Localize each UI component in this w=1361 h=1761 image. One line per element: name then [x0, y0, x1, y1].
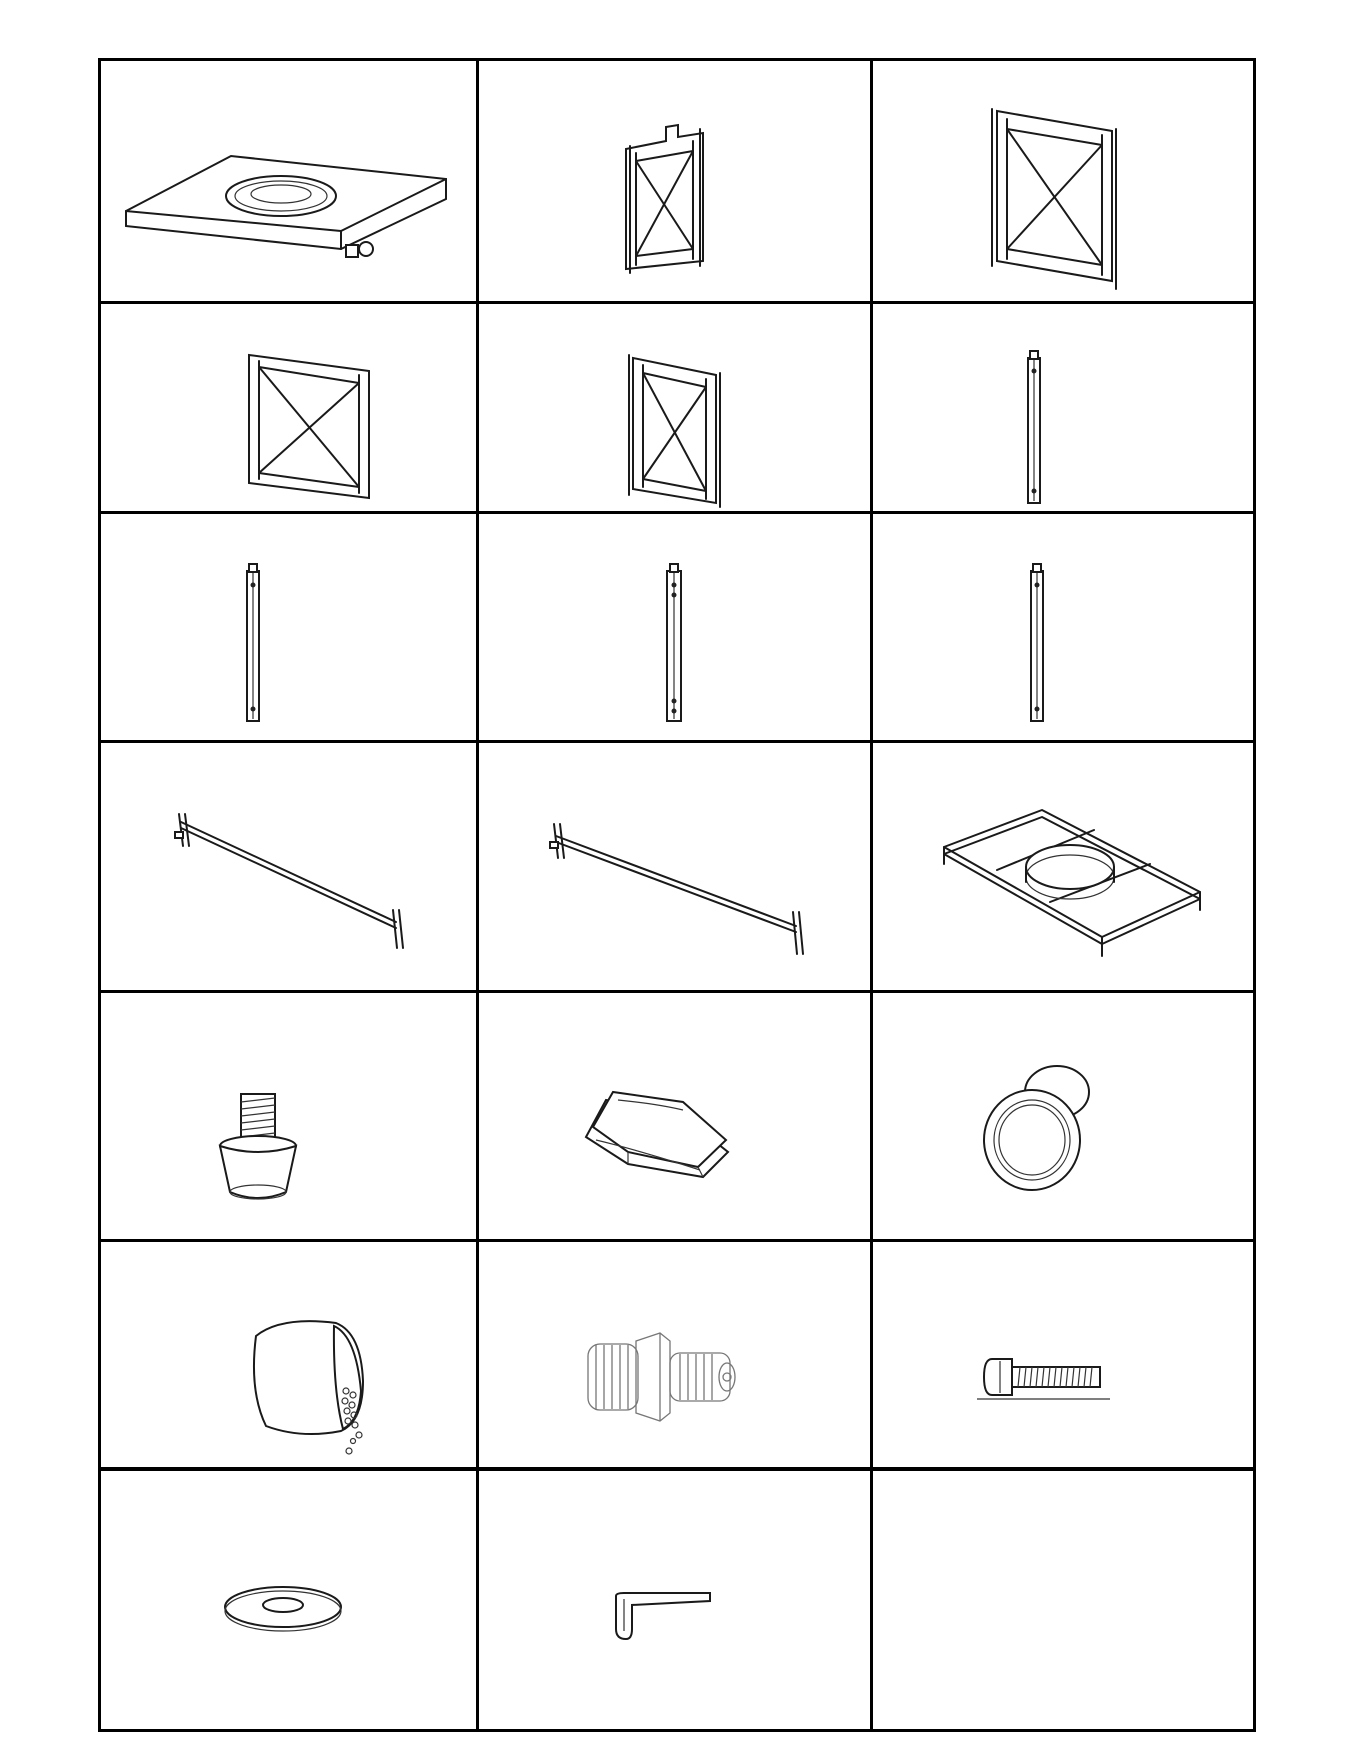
- burner-tray-frame-icon: [872, 742, 1253, 992]
- part-cell-hex-bolt: [872, 1241, 1253, 1469]
- part-cell-control-knob: [872, 992, 1253, 1241]
- part-cell-support-bar-1: [101, 742, 478, 992]
- side-panel-icon: [872, 61, 1253, 303]
- part-cell-adjustable-foot: [101, 992, 478, 1241]
- part-cell-flat-washer: [101, 1469, 478, 1732]
- grid-column-divider: [870, 61, 873, 1729]
- folded-cover-icon: [478, 992, 872, 1241]
- grid-column-divider: [476, 61, 479, 1729]
- grid-row-divider: [101, 740, 1253, 743]
- part-cell-leg-post-4: [872, 513, 1253, 742]
- lava-rock-bag-icon: [101, 1241, 478, 1469]
- fire-table-top-icon: [101, 61, 478, 303]
- grid-row-divider: [101, 990, 1253, 993]
- part-cell-leg-post-3: [478, 513, 872, 742]
- part-cell-allen-wrench: [478, 1469, 872, 1732]
- leg-post-icon: [478, 513, 872, 742]
- part-cell-burner-tray-frame: [872, 742, 1253, 992]
- adjustable-foot-icon: [101, 992, 478, 1241]
- front-panel-icon: [101, 303, 478, 513]
- grid-row-divider: [101, 511, 1253, 514]
- support-bar-icon: [101, 742, 478, 992]
- part-cell-side-panel: [872, 61, 1253, 303]
- part-cell-table-top: [101, 61, 478, 303]
- hex-bolt-icon: [872, 1241, 1253, 1469]
- flat-washer-icon: [101, 1469, 478, 1732]
- part-cell-leg-post-1: [872, 303, 1253, 513]
- grid-row-divider: [101, 301, 1253, 304]
- part-cell-front-panel: [101, 303, 478, 513]
- part-cell-small-side-panel: [478, 303, 872, 513]
- parts-list-sheet: [98, 58, 1256, 1732]
- control-knob-icon: [872, 992, 1253, 1241]
- hose-fitting-icon: [478, 1241, 872, 1469]
- small-side-panel-icon: [478, 303, 872, 513]
- grid-row-divider: [101, 1239, 1253, 1242]
- grid-row-divider: [101, 1467, 1253, 1471]
- part-cell-support-bar-2: [478, 742, 872, 992]
- leg-post-icon: [101, 513, 478, 742]
- notched-side-panel-icon: [478, 61, 872, 303]
- support-bar-icon: [478, 742, 872, 992]
- part-cell-empty: [872, 1469, 1253, 1732]
- part-cell-leg-post-2: [101, 513, 478, 742]
- part-cell-folded-cover: [478, 992, 872, 1241]
- part-cell-lava-rock-bag: [101, 1241, 478, 1469]
- leg-post-icon: [872, 303, 1253, 513]
- leg-post-icon: [872, 513, 1253, 742]
- part-cell-notched-side-panel: [478, 61, 872, 303]
- allen-wrench-icon: [478, 1469, 872, 1732]
- part-cell-hose-fitting: [478, 1241, 872, 1469]
